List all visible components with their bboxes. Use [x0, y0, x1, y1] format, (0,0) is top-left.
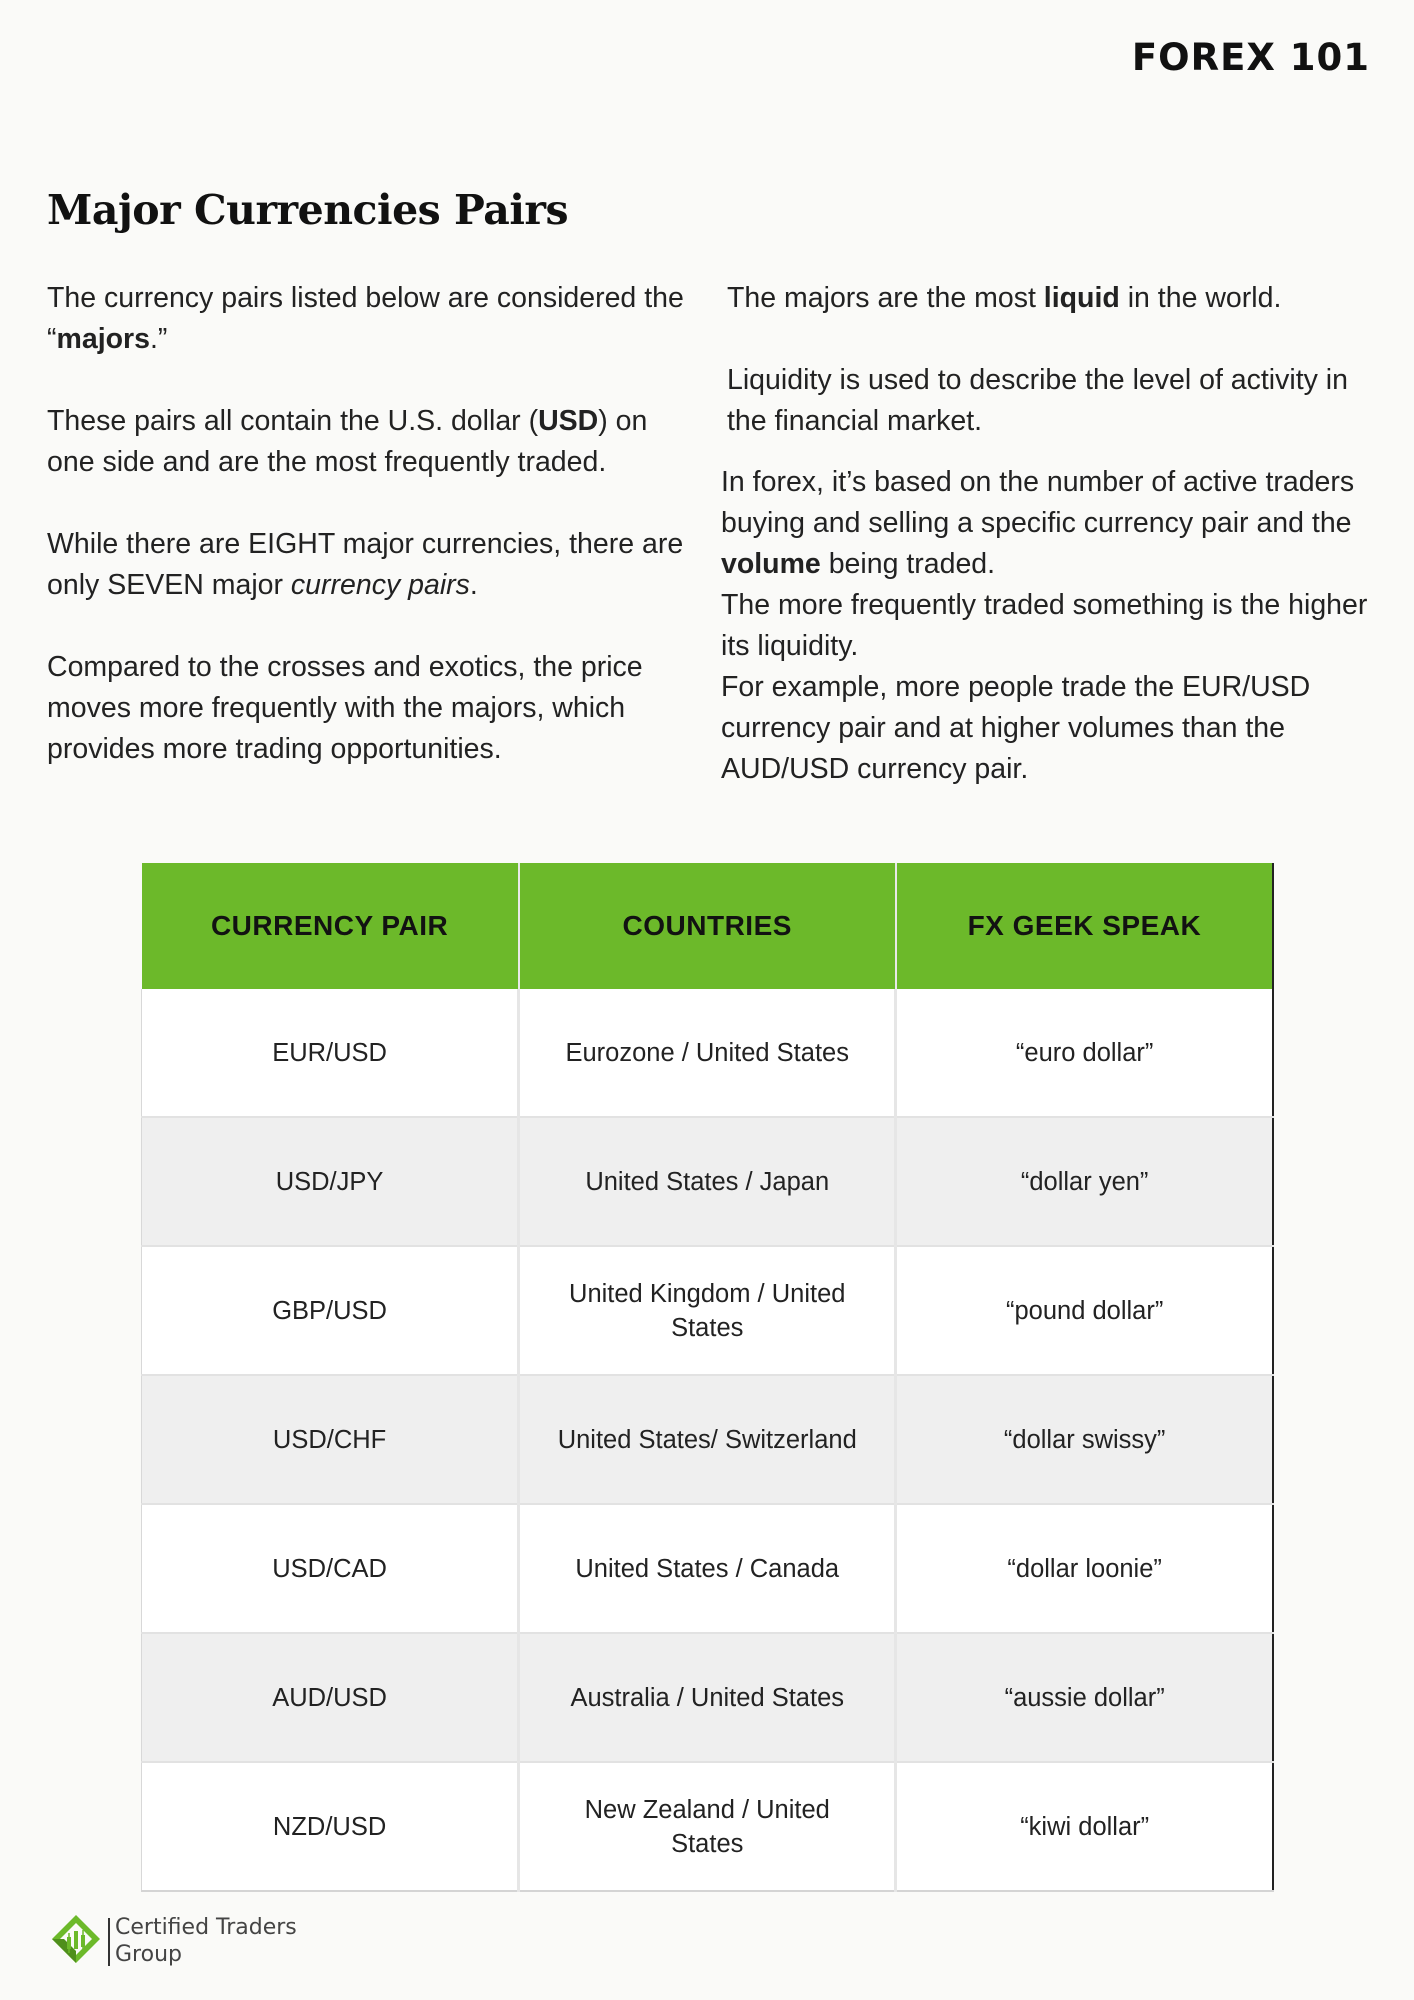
cell-currency-pair: NZD/USD	[142, 1762, 519, 1891]
left-paragraph-4: Compared to the crosses and exotics, the price moves more frequently with the majors, which provides more trading opportunities.	[47, 651, 643, 765]
currency-pairs-table	[141, 863, 1274, 1892]
table-row	[142, 1633, 1274, 1762]
cell-currency-pair: USD/CHF	[142, 1375, 519, 1504]
cell-nickname: “kiwi dollar”	[896, 1762, 1273, 1891]
right-paragraph-4: The more frequently traded something is the higher its liquidity.	[721, 589, 1368, 662]
cell-countries: Eurozone / United States	[519, 989, 896, 1117]
header-countries: COUNTRIES	[519, 863, 896, 989]
section-title: Major Currencies Pairs	[47, 186, 569, 234]
left-text-column	[47, 278, 697, 811]
table-header-row	[142, 863, 1274, 989]
cell-nickname: “pound dollar”	[896, 1246, 1273, 1375]
cell-currency-pair: AUD/USD	[142, 1633, 519, 1762]
cell-nickname: “dollar swissy”	[896, 1375, 1273, 1504]
cell-currency-pair: GBP/USD	[142, 1246, 519, 1375]
table-row	[142, 1117, 1274, 1246]
cell-nickname: “dollar yen”	[896, 1117, 1273, 1246]
left-paragraph-1: The currency pairs listed below are considered the “majors.”	[47, 282, 684, 355]
header-fx-geek-speak: FX GEEK SPEAK	[896, 863, 1273, 989]
cell-currency-pair: EUR/USD	[142, 989, 519, 1117]
ctg-logo-icon	[50, 1913, 102, 1965]
footer-divider	[108, 1918, 110, 1966]
right-paragraph-1: The majors are the most liquid in the world.	[727, 282, 1282, 314]
cell-nickname: “aussie dollar”	[896, 1633, 1273, 1762]
right-paragraph-3: In forex, it’s based on the number of active traders buying and selling a specific currency pair and the volume being traded.	[721, 466, 1355, 580]
table-row	[142, 1375, 1274, 1504]
table-row	[142, 1504, 1274, 1633]
cell-countries: United Kingdom / United States	[519, 1246, 896, 1375]
footer-company-name: Certified Traders Group	[115, 1915, 297, 1967]
table-row	[142, 1246, 1274, 1375]
cell-countries: United States / Canada	[519, 1504, 896, 1633]
table-row	[142, 1762, 1274, 1891]
right-paragraph-2: Liquidity is used to describe the level of activity in the financial market.	[727, 364, 1348, 437]
cell-countries: New Zealand / United States	[519, 1762, 896, 1891]
right-paragraph-5: For example, more people trade the EUR/USD currency pair and at higher volumes than the AUD/USD currency pair.	[721, 671, 1311, 785]
left-paragraph-2: These pairs all contain the U.S. dollar (USD) on one side and are the most frequently traded.	[47, 405, 648, 478]
cell-countries: United States / Japan	[519, 1117, 896, 1246]
cell-countries: Australia / United States	[519, 1633, 896, 1762]
cell-nickname: “dollar loonie”	[896, 1504, 1273, 1633]
right-text-column	[721, 278, 1376, 790]
cell-countries: United States/ Switzerland	[519, 1375, 896, 1504]
cell-currency-pair: USD/JPY	[142, 1117, 519, 1246]
cell-nickname: “euro dollar”	[896, 989, 1273, 1117]
left-paragraph-3: While there are EIGHT major currencies, there are only SEVEN major currency pairs.	[47, 528, 684, 601]
brand-title: FOREX 101	[1131, 36, 1370, 79]
header-currency-pair: CURRENCY PAIR	[142, 863, 519, 989]
table-row	[142, 989, 1274, 1117]
cell-currency-pair: USD/CAD	[142, 1504, 519, 1633]
